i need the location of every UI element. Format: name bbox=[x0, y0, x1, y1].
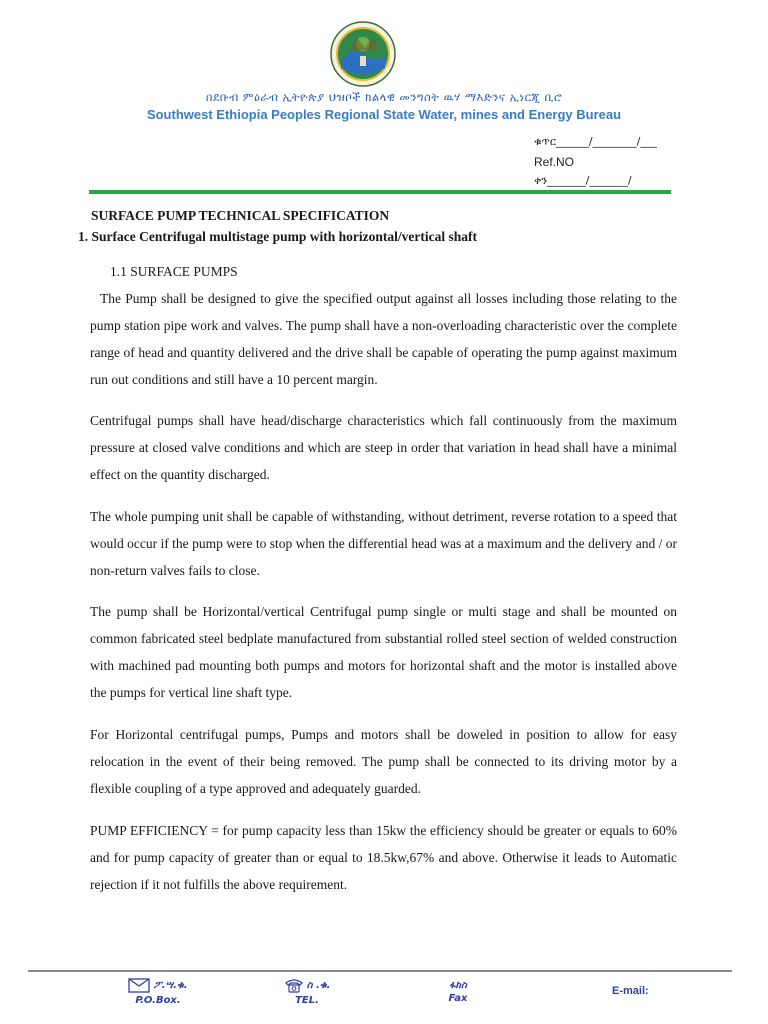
pobox-label: P.O.Box. bbox=[135, 995, 181, 1006]
telephone-icon bbox=[284, 978, 304, 993]
document-title: SURFACE PUMP TECHNICAL SPECIFICATION bbox=[91, 208, 390, 223]
pobox-amharic-label: ፖ.ሣ.ቁ. bbox=[153, 980, 188, 991]
ref-no-label: Ref.NO bbox=[534, 155, 575, 169]
fax-amharic-label: ፋክስ bbox=[449, 980, 467, 991]
footer-fax bbox=[430, 980, 486, 1004]
footer-telephone bbox=[272, 978, 342, 1006]
paragraph-bedplate-mounting: The pump shall be Horizontal/vertical Centrifugal pump single or multi stage and shall be mounted on common fabricated steel bedplate manufactured from substantial rolled steel section of welded construction with machined pad mounting both pumps and motors for horizontal shaft and the motor is installed above the pumps for vertical line shaft type. bbox=[90, 604, 677, 700]
reference-number-line: ቁጥር______/________/___ bbox=[534, 135, 657, 148]
paragraph-horizontal-coupling: For Horizontal centrifugal pumps, Pumps and motors shall be doweled in position to allow for easy relocation in the event of their being removed. The pump shall be connected to its driving motor by a flexible coupling of a type approved and adequately guarded. bbox=[90, 727, 677, 796]
section-heading: 1.1 SURFACE PUMPS bbox=[110, 264, 238, 279]
date-line: ቀን_______/_______/ bbox=[534, 174, 632, 187]
tel-amharic-label: ስ .ቁ. bbox=[306, 980, 331, 991]
amharic-bureau-title: በደቡብ ምዕራብ ኢትዮጵያ ህዝቦች ክልላዊ መንግስት ዉሃ ማእድንና ኢነርጂ ቢሮ bbox=[205, 90, 563, 104]
paragraph-centrifugal-characteristics: Centrifugal pumps shall have head/discharge characteristics which fall continuously from the maximum pressure at closed valve conditions and which are steep in order that variation in head shall have a minimal effect on the quantity discharged. bbox=[90, 413, 677, 482]
tel-label: TEL. bbox=[295, 995, 319, 1006]
envelope-icon bbox=[128, 978, 150, 993]
paragraph-pump-design: The Pump shall be designed to give the specified output against all losses including those relating to the pump station pipe work and valves. The pump shall have a non-overloading characteristic over the complete range of head and quantity delivered and the drive shall be capable of operating the pump against maximum run out conditions and still have a 10 percent margin. bbox=[90, 291, 677, 387]
footer-pobox bbox=[118, 978, 198, 1006]
header-divider bbox=[89, 190, 671, 194]
paragraph-pump-efficiency: PUMP EFFICIENCY = for pump capacity less than 15kw the efficiency should be greater or equals to 60% and for pump capacity of greater than or equal to 18.5kw,67% and above. Otherwise it leads to Automatic rejection if it not fulfills the above requirement. bbox=[90, 823, 677, 892]
footer-divider bbox=[28, 970, 732, 972]
bureau-logo bbox=[327, 20, 399, 88]
english-bureau-title: Southwest Ethiopia Peoples Regional State Water, mines and Energy Bureau bbox=[146, 107, 622, 122]
footer-email-label: E-mail: bbox=[612, 985, 649, 997]
document-subtitle: 1. Surface Centrifugal multistage pump with horizontal/vertical shaft bbox=[78, 229, 477, 244]
paragraph-reverse-rotation: The whole pumping unit shall be capable of withstanding, without detriment, reverse rotation to a speed that would occur if the pump were to stop when the differential head was at a maximum and the delivery and / or non-return valves fails to close. bbox=[90, 509, 677, 578]
fax-label: Fax bbox=[448, 993, 468, 1004]
